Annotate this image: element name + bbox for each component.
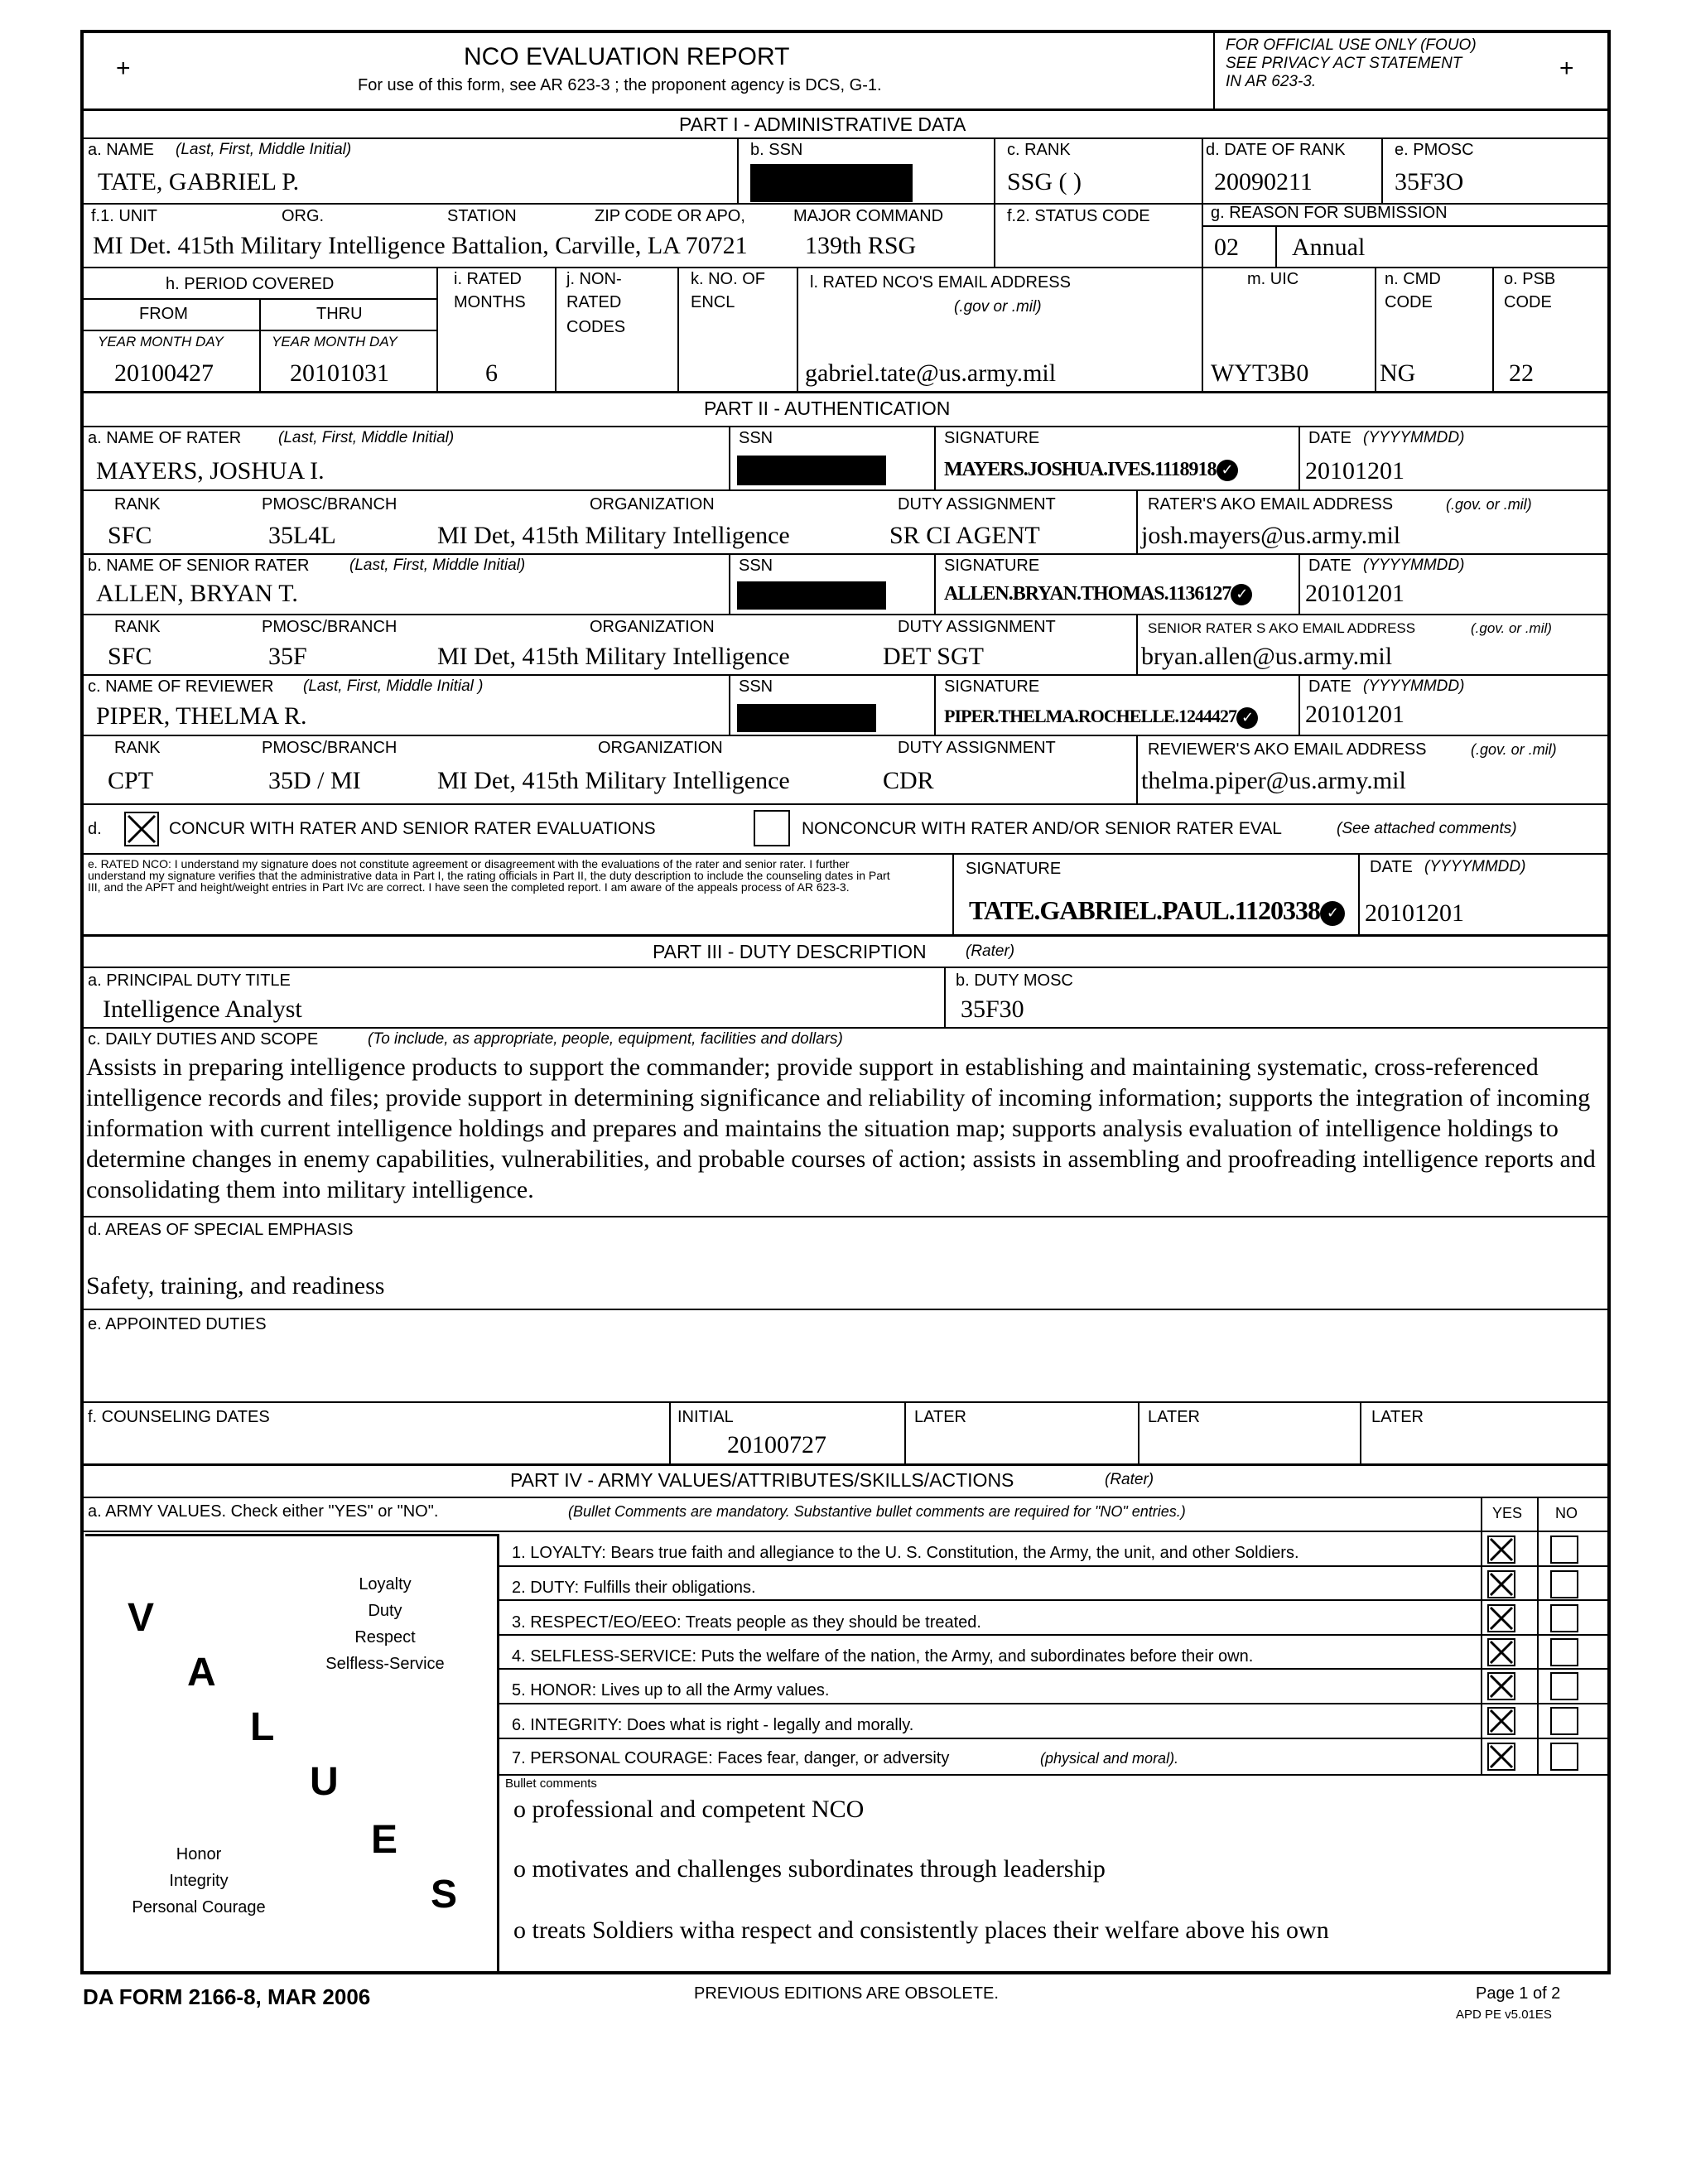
reviewer-date-label: DATE — [1308, 677, 1352, 696]
line — [729, 553, 730, 615]
no-checkbox-3[interactable] — [1550, 1604, 1578, 1632]
rater-rank-label: RANK — [114, 495, 161, 513]
nco-signature-text: TATE.GABRIEL.PAUL.1120338 — [969, 895, 1320, 925]
rater-signature-label: SIGNATURE — [944, 429, 1040, 447]
reviewer-signature-label: SIGNATURE — [944, 677, 1040, 696]
sr-org-label: ORGANIZATION — [590, 618, 715, 636]
reason-text: Annual — [1292, 234, 1366, 261]
line — [904, 1401, 906, 1464]
reviewer-duty-label: DUTY ASSIGNMENT — [898, 739, 1056, 757]
line — [80, 1401, 1611, 1403]
yes-checkbox-3[interactable] — [1487, 1604, 1515, 1632]
encl-label-2: ENCL — [691, 293, 735, 311]
values-list-bottom-2: Integrity — [169, 1872, 229, 1890]
value-row-4: 4. SELFLESS-SERVICE: Puts the welfare of the nation, the Army, and subordinates before their own. — [512, 1647, 1254, 1666]
duty-title: Intelligence Analyst — [103, 996, 302, 1023]
line — [1138, 1401, 1140, 1464]
reviewer-rank: CPT — [108, 767, 154, 794]
name-label: a. NAME — [88, 141, 155, 159]
values-list-top-4: Selfless-Service — [325, 1655, 445, 1673]
psb-value: 22 — [1509, 359, 1534, 387]
no-checkbox-4[interactable] — [1550, 1638, 1578, 1666]
line — [1275, 225, 1277, 268]
line — [555, 267, 556, 391]
army-values-label: a. ARMY VALUES. Check either "YES" or "NO". — [88, 1502, 439, 1521]
rater-date-hint: (YYYYMMDD) — [1363, 429, 1465, 446]
period-thru: 20101031 — [290, 359, 389, 387]
line — [80, 298, 436, 300]
yes-checkbox-2[interactable] — [1487, 1570, 1515, 1598]
x-mark-icon — [1489, 1606, 1514, 1631]
duty-mosc-label: b. DUTY MOSC — [956, 971, 1073, 990]
major-command-label: MAJOR COMMAND — [793, 207, 944, 225]
yes-checkbox-7[interactable] — [1487, 1743, 1515, 1771]
line — [80, 1531, 1611, 1532]
no-checkbox-7[interactable] — [1550, 1743, 1578, 1771]
line — [80, 108, 1611, 111]
rater-signature — [944, 457, 1238, 482]
reviewer-rank-label: RANK — [114, 739, 161, 757]
major-command-value: 139th RSG — [805, 232, 917, 259]
reviewer-signature-text: PIPER.THELMA.ROCHELLE.1244427 — [944, 706, 1236, 726]
sr-ssn-redaction — [737, 581, 886, 610]
reviewer-name-label: c. NAME OF REVIEWER — [88, 677, 274, 696]
values-letter-v: V — [128, 1596, 155, 1640]
line — [1136, 614, 1138, 675]
rater-ssn-redaction — [737, 456, 886, 485]
nonrated-label-3: CODES — [566, 318, 626, 336]
value-row-1: 1. LOYALTY: Bears true faith and allegiance to the U. S. Constitution, the Army, the unit, and other Soldiers. — [512, 1544, 1299, 1562]
reviewer-pmosc-label: PMOSC/BRANCH — [262, 739, 398, 757]
previous-editions-note: PREVIOUS EDITIONS ARE OBSOLETE. — [694, 1984, 999, 2003]
nonconcur-checkbox[interactable] — [754, 810, 790, 846]
left-plus-mark: + — [116, 55, 131, 82]
psb-label-2: CODE — [1504, 293, 1552, 311]
value-row-7-hint: (physical and moral). — [1040, 1750, 1179, 1767]
from-format: YEAR MONTH DAY — [98, 334, 224, 350]
no-label: NO — [1555, 1505, 1578, 1521]
nonrated-label-1: j. NON- — [566, 270, 622, 288]
sr-rank: SFC — [108, 643, 152, 670]
yes-checkbox-5[interactable] — [1487, 1672, 1515, 1700]
pmosc-label: e. PMOSC — [1395, 141, 1474, 159]
line — [1136, 489, 1138, 554]
line — [499, 1668, 1611, 1670]
line — [80, 853, 1611, 855]
values-letter-s: S — [431, 1873, 458, 1916]
special-emphasis-label: d. AREAS OF SPECIAL EMPHASIS — [88, 1221, 354, 1239]
sr-pmosc: 35F — [268, 643, 307, 670]
line — [80, 1216, 1611, 1217]
line — [737, 137, 739, 204]
duty-title-label: a. PRINCIPAL DUTY TITLE — [88, 971, 291, 990]
rater-date-label: DATE — [1308, 429, 1352, 447]
reviewer-email: thelma.piper@us.army.mil — [1141, 767, 1406, 794]
nco-date-label: DATE — [1370, 858, 1413, 876]
sr-email-label: SENIOR RATER S AKO EMAIL ADDRESS — [1148, 620, 1416, 636]
rater-pmosc: 35L4L — [268, 522, 336, 549]
email-hint: (.gov or .mil) — [954, 298, 1042, 316]
values-letter-e: E — [371, 1818, 398, 1862]
line — [1202, 225, 1611, 227]
line — [436, 267, 438, 391]
line — [934, 553, 936, 615]
x-mark-icon — [1489, 1709, 1514, 1733]
nco-date-hint: (YYYYMMDD) — [1424, 858, 1526, 875]
reviewer-name-hint: (Last, First, Middle Initial ) — [303, 677, 484, 695]
ssn-redaction — [750, 164, 913, 202]
status-code-label: f.2. STATUS CODE — [1007, 207, 1150, 225]
values-list-bottom-1: Honor — [176, 1845, 222, 1863]
verified-check-icon: ✓ — [1231, 584, 1252, 605]
line — [1298, 426, 1300, 490]
line — [952, 853, 954, 936]
pmosc-value: 35F3O — [1395, 168, 1464, 195]
line — [80, 1497, 1611, 1498]
x-mark-icon — [1489, 1537, 1514, 1562]
from-label: FROM — [139, 305, 188, 323]
rated-rank: SSG ( ) — [1007, 168, 1082, 195]
reviewer-signature — [944, 704, 1258, 729]
rater-name-label: a. NAME OF RATER — [88, 429, 242, 447]
later-label-1: LATER — [914, 1408, 966, 1426]
reviewer-ssn-label: SSN — [739, 677, 773, 696]
line — [80, 803, 1611, 805]
rated-months-label-2: MONTHS — [454, 293, 526, 311]
line — [1136, 735, 1138, 804]
values-letter-a: A — [187, 1651, 216, 1695]
line — [1298, 674, 1300, 735]
line — [80, 735, 1611, 736]
line — [80, 934, 1611, 937]
x-mark-icon — [1489, 1744, 1514, 1769]
line — [1202, 267, 1203, 391]
sr-name-hint: (Last, First, Middle Initial) — [349, 557, 526, 574]
line — [934, 426, 936, 490]
sr-pmosc-label: PMOSC/BRANCH — [262, 618, 398, 636]
rater-org-label: ORGANIZATION — [590, 495, 715, 513]
reviewer-ssn-redaction — [737, 704, 876, 732]
line — [1358, 853, 1360, 936]
line — [677, 267, 679, 391]
line — [1492, 267, 1494, 391]
line — [499, 1599, 1611, 1601]
duty-mosc: 35F30 — [961, 996, 1024, 1023]
value-row-6: 6. INTEGRITY: Does what is right - legally and morally. — [512, 1716, 914, 1734]
values-letter-u: U — [310, 1760, 339, 1804]
part4-heading: PART IV - ARMY VALUES/ATTRIBUTES/SKILLS/ACTIONS — [510, 1469, 1014, 1491]
part2-heading: PART II - AUTHENTICATION — [704, 398, 951, 419]
later-label-2: LATER — [1148, 1408, 1200, 1426]
page-number: Page 1 of 2 — [1476, 1984, 1561, 2003]
org-label: ORG. — [282, 207, 325, 225]
reviewer-pmosc: 35D / MI — [268, 767, 361, 794]
sr-date: 20101201 — [1305, 580, 1404, 607]
values-list-bottom-3: Personal Courage — [132, 1898, 266, 1916]
rater-name-hint: (Last, First, Middle Initial) — [278, 429, 455, 446]
rater-ssn-label: SSN — [739, 429, 773, 447]
line — [499, 1738, 1611, 1739]
line — [80, 489, 1611, 491]
rater-date: 20101201 — [1305, 457, 1404, 485]
nco-signature — [969, 894, 1345, 926]
line — [934, 674, 936, 735]
right-plus-mark: + — [1559, 55, 1574, 82]
no-checkbox-6[interactable] — [1550, 1707, 1578, 1735]
rater-rank: SFC — [108, 522, 152, 549]
ssn-label: b. SSN — [750, 141, 803, 159]
sr-rank-label: RANK — [114, 618, 161, 636]
line — [1537, 1497, 1539, 1531]
rater-duty-label: DUTY ASSIGNMENT — [898, 495, 1056, 513]
fouo-line-2: SEE PRIVACY ACT STATEMENT — [1226, 55, 1462, 72]
part3-heading-hint: (Rater) — [966, 943, 1015, 960]
thru-label: THRU — [316, 305, 363, 323]
reviewer-email-hint: (.gov. or .mil) — [1471, 741, 1557, 758]
cmd-label-2: CODE — [1385, 293, 1433, 311]
later-label-3: LATER — [1371, 1408, 1424, 1426]
daily-duties-hint: (To include, as appropriate, people, equipment, facilities and dollars) — [368, 1030, 843, 1048]
sr-email-hint: (.gov. or .mil) — [1471, 620, 1552, 636]
part1-heading: PART I - ADMINISTRATIVE DATA — [679, 113, 966, 135]
line — [729, 426, 730, 490]
sr-date-label: DATE — [1308, 557, 1352, 575]
reviewer-date: 20101201 — [1305, 701, 1404, 728]
verified-check-icon: ✓ — [1320, 901, 1345, 926]
thru-format: YEAR MONTH DAY — [272, 334, 398, 350]
line — [80, 614, 1611, 615]
value-row-3: 3. RESPECT/EO/EEO: Treats people as they should be treated. — [512, 1613, 981, 1632]
rater-org: MI Det, 415th Military Intelligence — [437, 522, 790, 549]
reviewer-email-label: REVIEWER'S AKO EMAIL ADDRESS — [1148, 740, 1427, 759]
value-row-2: 2. DUTY: Fulfills their obligations. — [512, 1579, 756, 1597]
sr-duty: DET SGT — [883, 643, 984, 670]
email-label: l. RATED NCO'S EMAIL ADDRESS — [810, 273, 1071, 292]
sr-date-hint: (YYYYMMDD) — [1363, 557, 1465, 574]
zip-label: ZIP CODE OR APO, — [595, 207, 745, 225]
sr-signature-text: ALLEN.BRYAN.THOMAS.1136127 — [944, 583, 1231, 605]
concur-text: CONCUR WITH RATER AND SENIOR RATER EVALUATIONS — [169, 819, 656, 838]
counseling-dates-label: f. COUNSELING DATES — [88, 1408, 270, 1426]
rated-name: TATE, GABRIEL P. — [98, 168, 300, 195]
line — [1298, 553, 1300, 615]
line — [499, 1565, 1611, 1567]
station-label: STATION — [447, 207, 517, 225]
bullet-comments-label: Bullet comments — [505, 1777, 597, 1791]
daily-duties-text: Assists in preparing intelligence products to support the commander; provide support in establishing and maintaining systematic, cross-referenced intelligence records and files; provide support in determining significance and reliability of incoming information; supports the integration of incoming information with current intelligence holdings and prepares and maintains the situation map; supports analysis evaluation of intelligence holdings to determine changes in enemy capabilities, vulnerabilities, and probable courses of action; assists in assembling and proofreading intelligence reports and consolidating them into military intelligence. — [86, 1053, 1596, 1203]
form-number: DA FORM 2166-8, MAR 2006 — [83, 1984, 371, 2009]
daily-duties-label: c. DAILY DUTIES AND SCOPE — [88, 1030, 319, 1049]
rated-months-label-1: i. RATED — [454, 270, 522, 288]
dor-label: d. DATE OF RANK — [1206, 141, 1346, 159]
line — [80, 1463, 1611, 1466]
sr-ssn-label: SSN — [739, 557, 773, 575]
sr-name-label: b. NAME OF SENIOR RATER — [88, 557, 310, 575]
form-version: APD PE v5.01ES — [1456, 2008, 1552, 2022]
bullet-comment-1: o professional and competent NCO — [513, 1796, 865, 1823]
yes-checkbox-4[interactable] — [1487, 1638, 1515, 1666]
sr-signature-label: SIGNATURE — [944, 557, 1040, 575]
line — [499, 1774, 1611, 1776]
rated-email: gabriel.tate@us.army.mil — [805, 359, 1057, 387]
rater-name: MAYERS, JOSHUA I. — [96, 457, 325, 485]
line — [1202, 203, 1203, 268]
encl-label-1: k. NO. OF — [691, 270, 765, 288]
line — [259, 298, 261, 391]
concur-d-label: d. — [88, 820, 102, 838]
sr-email: bryan.allen@us.army.mil — [1141, 643, 1393, 670]
rater-pmosc-label: PMOSC/BRANCH — [262, 495, 398, 513]
bullet-comment-3: o treats Soldiers witha respect and consistently places their welfare above his own — [513, 1916, 1329, 1944]
x-mark-icon — [1489, 1572, 1514, 1597]
line — [797, 267, 798, 391]
rater-email-hint: (.gov. or .mil) — [1446, 496, 1532, 513]
rater-email: josh.mayers@us.army.mil — [1141, 522, 1401, 549]
line — [80, 330, 436, 331]
nco-date: 20101201 — [1365, 899, 1464, 927]
cmd-value: NG — [1380, 359, 1416, 387]
line — [80, 1309, 1611, 1310]
concur-checkbox[interactable] — [124, 812, 159, 846]
no-checkbox-5[interactable] — [1550, 1672, 1578, 1700]
verified-check-icon: ✓ — [1236, 707, 1258, 729]
reviewer-name: PIPER, THELMA R. — [96, 702, 307, 730]
line — [80, 391, 1611, 393]
special-emphasis-text: Safety, training, and readiness — [86, 1272, 385, 1299]
rated-nco-statement: e. RATED NCO: I understand my signature does not constitute agreement or disagreement with the evaluations of the rater and senior rater. I further understand my signature verifies that the administrative data in Part I, the rating officials in Part II, the duty description to include the counseling dates in Part III, and the APFT and height/weight entries in Part IVc are correct. I have seen the completed report. I am aware of the appeals process of AR 623-3. — [88, 857, 890, 894]
values-letter-l: L — [250, 1705, 275, 1749]
line — [1202, 137, 1203, 204]
fouo-line-3: IN AR 623-3. — [1226, 73, 1317, 90]
uic-label: m. UIC — [1247, 270, 1299, 288]
line — [994, 137, 995, 204]
appointed-duties-label: e. APPOINTED DUTIES — [88, 1315, 267, 1333]
reviewer-org: MI Det, 415th Military Intelligence — [437, 767, 790, 794]
line — [1381, 137, 1383, 204]
unit-value: MI Det. 415th Military Intelligence Battalion, Carville, LA 70721 — [93, 232, 748, 259]
sr-org: MI Det, 415th Military Intelligence — [437, 643, 790, 670]
unit-label: f.1. UNIT — [91, 207, 158, 225]
no-checkbox-1[interactable] — [1550, 1536, 1578, 1564]
yes-checkbox-1[interactable] — [1487, 1536, 1515, 1564]
army-values-hint: (Bullet Comments are mandatory. Substantive bullet comments are required for "NO" entries.) — [568, 1503, 1186, 1520]
uic-value: WYT3B0 — [1211, 359, 1309, 387]
line — [944, 967, 946, 1028]
nco-signature-label: SIGNATURE — [966, 860, 1062, 878]
line — [669, 1401, 671, 1464]
line — [729, 674, 730, 735]
nonconcur-text: NONCONCUR WITH RATER AND/OR SENIOR RATER EVAL — [802, 819, 1282, 838]
line — [499, 1634, 1611, 1636]
line — [80, 426, 1611, 427]
period-label: h. PERIOD COVERED — [166, 275, 335, 293]
form-title: NCO EVALUATION REPORT — [464, 43, 790, 70]
rater-duty: SR CI AGENT — [889, 522, 1040, 549]
line — [80, 674, 1611, 676]
cmd-label-1: n. CMD — [1385, 270, 1441, 288]
bullet-comment-2: o motivates and challenges subordinates through leadership — [513, 1855, 1106, 1883]
line — [1481, 1497, 1482, 1531]
line — [994, 203, 995, 268]
fouo-line-1: FOR OFFICIAL USE ONLY (FOUO) — [1226, 36, 1477, 54]
reviewer-date-hint: (YYYYMMDD) — [1363, 677, 1465, 695]
x-mark-icon — [1489, 1674, 1514, 1699]
name-hint: (Last, First, Middle Initial) — [176, 141, 352, 158]
reason-label: g. REASON FOR SUBMISSION — [1211, 204, 1448, 222]
rater-signature-text: MAYERS.JOSHUA.IVES.1118918 — [944, 459, 1217, 480]
period-from: 20100427 — [114, 359, 214, 387]
reviewer-duty: CDR — [883, 767, 934, 794]
x-mark-icon — [126, 813, 157, 845]
nonrated-label-2: RATED — [566, 293, 622, 311]
verified-check-icon: ✓ — [1217, 460, 1238, 481]
line — [80, 967, 1611, 968]
reviewer-org-label: ORGANIZATION — [598, 739, 723, 757]
line — [80, 1027, 1611, 1029]
values-list-top-1: Loyalty — [359, 1575, 412, 1593]
values-list-top-3: Respect — [354, 1628, 416, 1646]
values-list-top-2: Duty — [368, 1602, 402, 1620]
line — [1360, 1401, 1361, 1464]
sr-signature — [944, 581, 1252, 606]
reason-code: 02 — [1214, 234, 1239, 261]
line — [80, 267, 1611, 268]
rated-months: 6 — [485, 359, 498, 387]
date-of-rank: 20090211 — [1214, 168, 1313, 195]
initial-counseling-date: 20100727 — [727, 1431, 826, 1458]
yes-label: YES — [1492, 1505, 1523, 1521]
rank-label: c. RANK — [1007, 141, 1071, 159]
line — [80, 553, 1611, 555]
value-row-5: 5. HONOR: Lives up to all the Army values. — [512, 1681, 830, 1699]
rater-email-label: RATER'S AKO EMAIL ADDRESS — [1148, 495, 1394, 513]
part3-heading: PART III - DUTY DESCRIPTION — [653, 941, 927, 962]
line — [1375, 267, 1376, 391]
sr-duty-label: DUTY ASSIGNMENT — [898, 618, 1056, 636]
initial-label: INITIAL — [677, 1408, 734, 1426]
no-checkbox-2[interactable] — [1550, 1570, 1578, 1598]
line — [499, 1703, 1611, 1704]
yes-checkbox-6[interactable] — [1487, 1707, 1515, 1735]
form-subtitle: For use of this form, see AR 623-3 ; the proponent agency is DCS, G-1. — [358, 76, 882, 94]
part4-heading-hint: (Rater) — [1105, 1471, 1154, 1488]
x-mark-icon — [1489, 1640, 1514, 1665]
nonconcur-hint: (See attached comments) — [1337, 820, 1517, 837]
psb-label-1: o. PSB — [1504, 270, 1556, 288]
sr-name: ALLEN, BRYAN T. — [96, 580, 298, 607]
value-row-7: 7. PERSONAL COURAGE: Faces fear, danger, or adversity — [512, 1749, 950, 1767]
